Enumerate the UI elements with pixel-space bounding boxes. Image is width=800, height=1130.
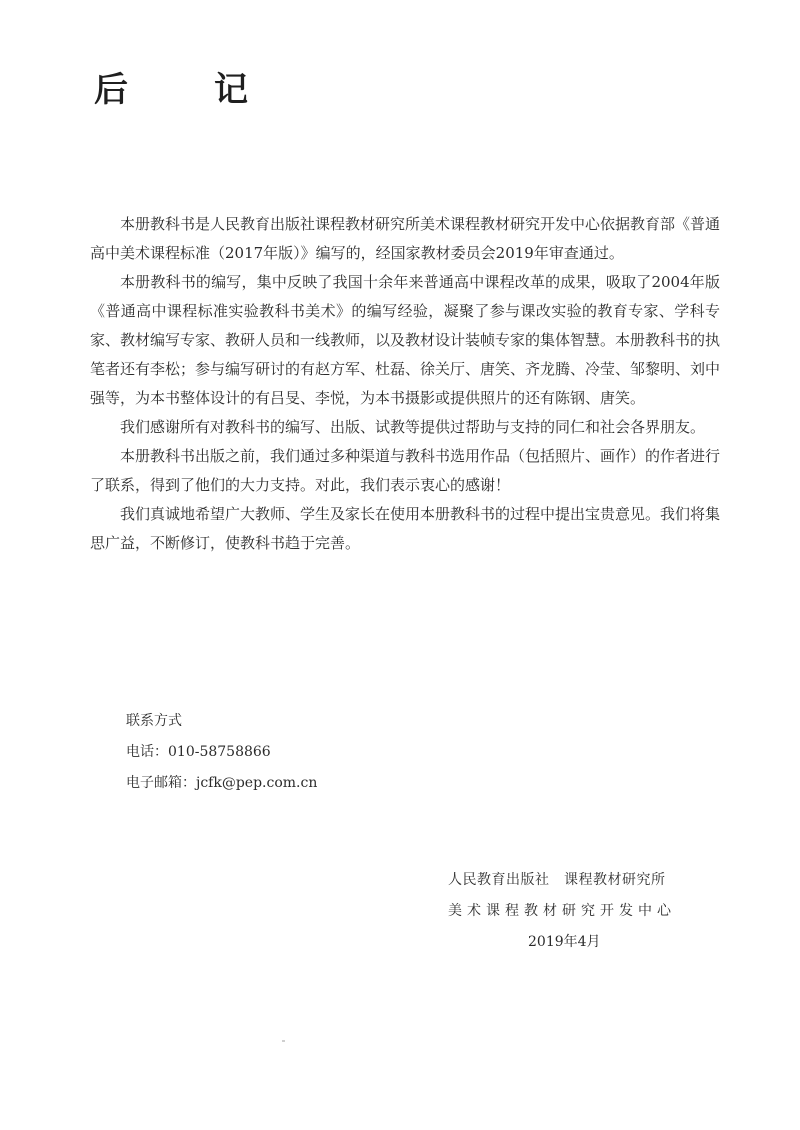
signature-org-line1: 人民教育出版社 课程教材研究所	[448, 872, 666, 888]
paragraph-1: 本册教科书是人民教育出版社课程教材研究所美术课程教材研究开发中心依据教育部《普通高中美术课程标准（2017年版）》编写的，经国家教材委员会2019年审查通过。	[90, 215, 721, 262]
page-title: 后 记	[94, 70, 274, 110]
page-speck	[282, 1040, 285, 1042]
paragraph-3: 我们感谢所有对教科书的编写、出版、试教等提供过帮助与支持的同仁和社会各界朋友。	[120, 418, 706, 436]
contact-heading: 联系方式	[126, 713, 182, 729]
paragraph-4: 本册教科书出版之前，我们通过多种渠道与教科书选用作品（包括照片、画作）的作者进行了联系，得到了他们的大力支持。对此，我们表示衷心的感谢！	[90, 447, 721, 494]
signature-org-line2: 美术课程教材研究开发中心	[448, 903, 676, 919]
contact-info	[126, 706, 317, 799]
paragraph-5: 我们真诚地希望广大教师、学生及家长在使用本册教科书的过程中提出宝贵意见。我们将集思广益，不断修订，使教科书趋于完善。	[90, 505, 721, 552]
contact-email: 电子邮箱：jcfk@pep.com.cn	[126, 775, 318, 791]
paragraph-2: 本册教科书的编写，集中反映了我国十余年来普通高中课程改革的成果，吸取了2004年版《普通高中课程标准实验教科书美术》的编写经验，凝聚了参与课改实验的教育专家、学科专家、教材编写专家、教研人员和一线教师，以及教材设计装帧专家的集体智慧。本册教科书的执笔者还有李松；参与编写研讨的有赵方军、杜磊、徐关厅、唐笑、齐龙腾、冷莹、邹黎明、刘中强等，为本书整体设计的有吕旻、李悦，为本书摄影或提供照片的还有陈钢、唐笑。	[90, 273, 721, 407]
signature-date: 2019年4月	[528, 934, 601, 950]
contact-phone: 电话：010-58758866	[126, 744, 271, 760]
afterword-body	[90, 210, 720, 558]
signature-block	[448, 865, 708, 958]
